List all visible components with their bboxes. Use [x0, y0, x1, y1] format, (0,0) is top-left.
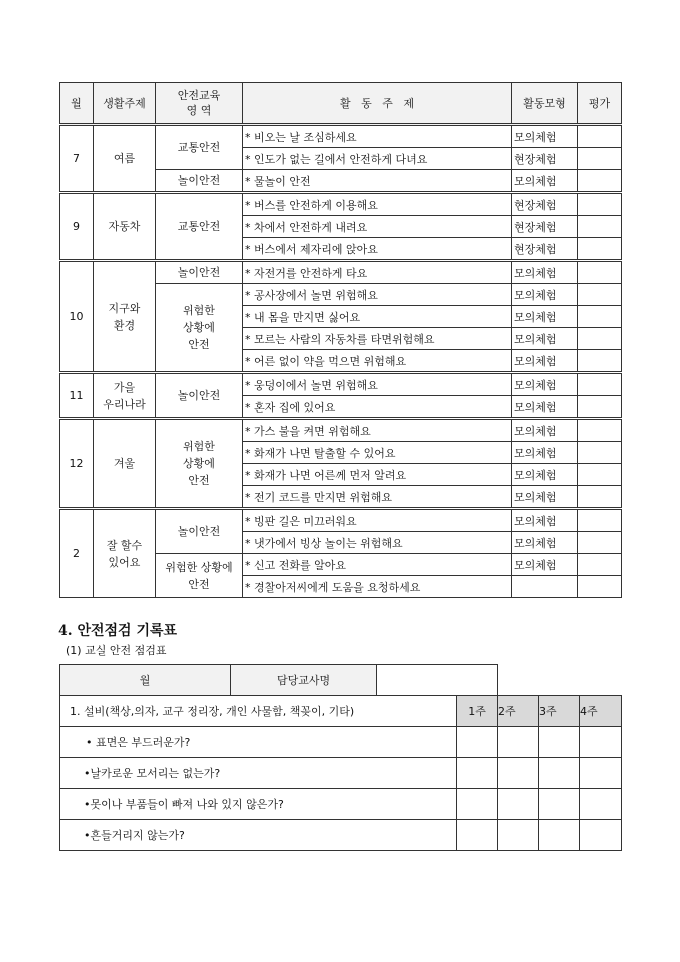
activity-type-cell: 모의체험 [512, 554, 578, 576]
check-item-label: •흔들거리지 않는가? [60, 820, 457, 851]
check-cell[interactable] [580, 758, 622, 789]
evaluation-cell[interactable] [578, 396, 622, 419]
check-cell[interactable] [498, 820, 539, 851]
check-cell[interactable] [457, 789, 498, 820]
activity-type-cell: 모의체험 [512, 442, 578, 464]
check-item-label: •못이나 부품들이 빠져 나와 있지 않은가? [60, 789, 457, 820]
area-cell: 놀이안전 [156, 261, 243, 284]
evaluation-cell[interactable] [578, 486, 622, 509]
category-row [60, 696, 622, 727]
activity-cell: * 웅덩이에서 놀면 위험해요 [243, 373, 512, 396]
check-cell[interactable] [498, 789, 539, 820]
activity-cell: * 전기 코드를 만지면 위험해요 [243, 486, 512, 509]
activity-type-cell: 모의체험 [512, 509, 578, 532]
check-item-row [60, 789, 622, 820]
activity-type-cell: 모의체험 [512, 419, 578, 442]
evaluation-cell[interactable] [578, 509, 622, 532]
activity-cell: * 공사장에서 놀면 위험해요 [243, 284, 512, 306]
check-cell[interactable] [539, 758, 580, 789]
area-cell: 위험한 상황에 안전 [156, 419, 243, 509]
week-1-header: 1주 [457, 696, 498, 727]
check-item-label: •날카로운 모서리는 없는가? [60, 758, 457, 789]
evaluation-cell[interactable] [578, 170, 622, 193]
plan-body [60, 125, 622, 598]
check-cell[interactable] [457, 758, 498, 789]
check-cell[interactable] [580, 789, 622, 820]
activity-type-cell: 모의체험 [512, 306, 578, 328]
evaluation-cell[interactable] [578, 532, 622, 554]
activity-cell: * 비오는 날 조심하세요 [243, 125, 512, 148]
activity-cell: * 혼자 집에 있어요 [243, 396, 512, 419]
activity-type-cell: 모의체험 [512, 373, 578, 396]
evaluation-cell[interactable] [578, 350, 622, 373]
evaluation-cell[interactable] [578, 261, 622, 284]
activity-cell: * 화재가 나면 어른께 먼저 알려요 [243, 464, 512, 486]
area-cell: 교통안전 [156, 125, 243, 170]
activity-type-cell: 모의체험 [512, 350, 578, 373]
activity-type-cell: 현장체험 [512, 148, 578, 170]
check-cell[interactable] [539, 820, 580, 851]
check-cell[interactable] [498, 727, 539, 758]
plan-row [60, 125, 622, 148]
activity-type-cell: 모의체험 [512, 261, 578, 284]
activity-cell: * 모르는 사람의 자동차를 타면위험해요 [243, 328, 512, 350]
area-cell: 놀이안전 [156, 170, 243, 193]
check-cell[interactable] [580, 727, 622, 758]
evaluation-cell[interactable] [578, 125, 622, 148]
activity-plan-table [59, 82, 622, 598]
month-cell: 9 [60, 193, 94, 261]
activity-type-cell: 모의체험 [512, 396, 578, 419]
theme-cell: 자동차 [94, 193, 156, 261]
plan-row [60, 509, 622, 532]
teacher-name-cell[interactable] [377, 665, 498, 696]
check-item-row [60, 758, 622, 789]
check-item-row [60, 727, 622, 758]
area-cell: 위험한 상황에 안전 [156, 284, 243, 373]
activity-type-cell: 모의체험 [512, 170, 578, 193]
check-cell[interactable] [457, 820, 498, 851]
activity-cell: * 인도가 없는 길에서 안전하게 다녀요 [243, 148, 512, 170]
area-cell: 놀이안전 [156, 373, 243, 419]
evaluation-cell[interactable] [578, 554, 622, 576]
area-cell: 위험한 상황에 안전 [156, 554, 243, 598]
check-header-row [60, 665, 622, 696]
area-cell: 교통안전 [156, 193, 243, 261]
plan-row [60, 261, 622, 284]
plan-row [60, 193, 622, 216]
week-4-header: 4주 [580, 696, 622, 727]
month-cell: 2 [60, 509, 94, 598]
activity-cell: * 자전거를 안전하게 타요 [243, 261, 512, 284]
month-cell: 12 [60, 419, 94, 509]
plan-row [60, 419, 622, 442]
activity-cell: * 경찰아저씨에게 도움을 요청하세요 [243, 576, 512, 598]
teacher-label: 담당교사명 [231, 665, 377, 696]
check-cell[interactable] [498, 758, 539, 789]
check-cell[interactable] [457, 727, 498, 758]
activity-type-cell: 모의체험 [512, 125, 578, 148]
theme-cell: 가을 우리나라 [94, 373, 156, 419]
header-type: 활동모형 [512, 83, 578, 125]
evaluation-cell[interactable] [578, 284, 622, 306]
activity-cell: * 내 몸을 만지면 싫어요 [243, 306, 512, 328]
activity-type-cell: 모의체험 [512, 284, 578, 306]
header-area: 안전교육 영 역 [156, 83, 243, 125]
evaluation-cell[interactable] [578, 464, 622, 486]
evaluation-cell[interactable] [578, 216, 622, 238]
activity-type-cell: 현장체험 [512, 193, 578, 216]
activity-type-cell: 모의체험 [512, 464, 578, 486]
theme-cell: 잘 할수 있어요 [94, 509, 156, 598]
activity-type-cell: 현장체험 [512, 238, 578, 261]
area-cell: 놀이안전 [156, 509, 243, 554]
plan-header-row [60, 83, 622, 125]
month-cell: 10 [60, 261, 94, 373]
check-cell[interactable] [539, 789, 580, 820]
evaluation-cell[interactable] [578, 419, 622, 442]
header-month: 월 [60, 83, 94, 125]
evaluation-cell[interactable] [578, 238, 622, 261]
section-subtitle: (1) 교실 안전 점검표 [66, 644, 167, 657]
activity-cell: * 빙판 길은 미끄러워요 [243, 509, 512, 532]
theme-cell: 지구와 환경 [94, 261, 156, 373]
check-item-row [60, 820, 622, 851]
activity-cell: * 차에서 안전하게 내려요 [243, 216, 512, 238]
activity-cell: * 가스 불을 켜면 위험해요 [243, 419, 512, 442]
activity-cell: * 신고 전화를 알아요 [243, 554, 512, 576]
month-cell: 11 [60, 373, 94, 419]
activity-cell: * 버스에서 제자리에 앉아요 [243, 238, 512, 261]
header-activity: 활 동 주 제 [243, 83, 512, 125]
header-theme: 생활주제 [94, 83, 156, 125]
evaluation-cell[interactable] [578, 193, 622, 216]
month-cell: 7 [60, 125, 94, 193]
section-title: 4. 안전점검 기록표 [58, 623, 178, 639]
evaluation-cell[interactable] [578, 148, 622, 170]
check-cell[interactable] [580, 820, 622, 851]
activity-type-cell [512, 576, 578, 598]
activity-type-cell: 현장체험 [512, 216, 578, 238]
activity-cell: * 냇가에서 빙상 놀이는 위험해요 [243, 532, 512, 554]
theme-cell: 겨울 [94, 419, 156, 509]
header-eval: 평가 [578, 83, 622, 125]
evaluation-cell[interactable] [578, 373, 622, 396]
activity-type-cell: 모의체험 [512, 328, 578, 350]
evaluation-cell[interactable] [578, 328, 622, 350]
activity-cell: * 어른 없이 약을 먹으면 위험해요 [243, 350, 512, 373]
classroom-safety-check-table [59, 664, 622, 851]
evaluation-cell[interactable] [578, 306, 622, 328]
theme-cell: 여름 [94, 125, 156, 193]
category-label: 1. 설비(책상,의자, 교구 정리장, 개인 사물함, 책꽂이, 기타) [60, 696, 457, 727]
week-2-header: 2주 [498, 696, 539, 727]
activity-type-cell: 모의체험 [512, 532, 578, 554]
check-item-label: • 표면은 부드러운가? [60, 727, 457, 758]
activity-cell: * 물놀이 안전 [243, 170, 512, 193]
evaluation-cell[interactable] [578, 442, 622, 464]
plan-row [60, 373, 622, 396]
activity-cell: * 버스를 안전하게 이용해요 [243, 193, 512, 216]
evaluation-cell[interactable] [578, 576, 622, 598]
activity-cell: * 화재가 나면 탈출할 수 있어요 [243, 442, 512, 464]
week-3-header: 3주 [539, 696, 580, 727]
activity-type-cell: 모의체험 [512, 486, 578, 509]
month-label: 월 [60, 665, 231, 696]
check-cell[interactable] [539, 727, 580, 758]
